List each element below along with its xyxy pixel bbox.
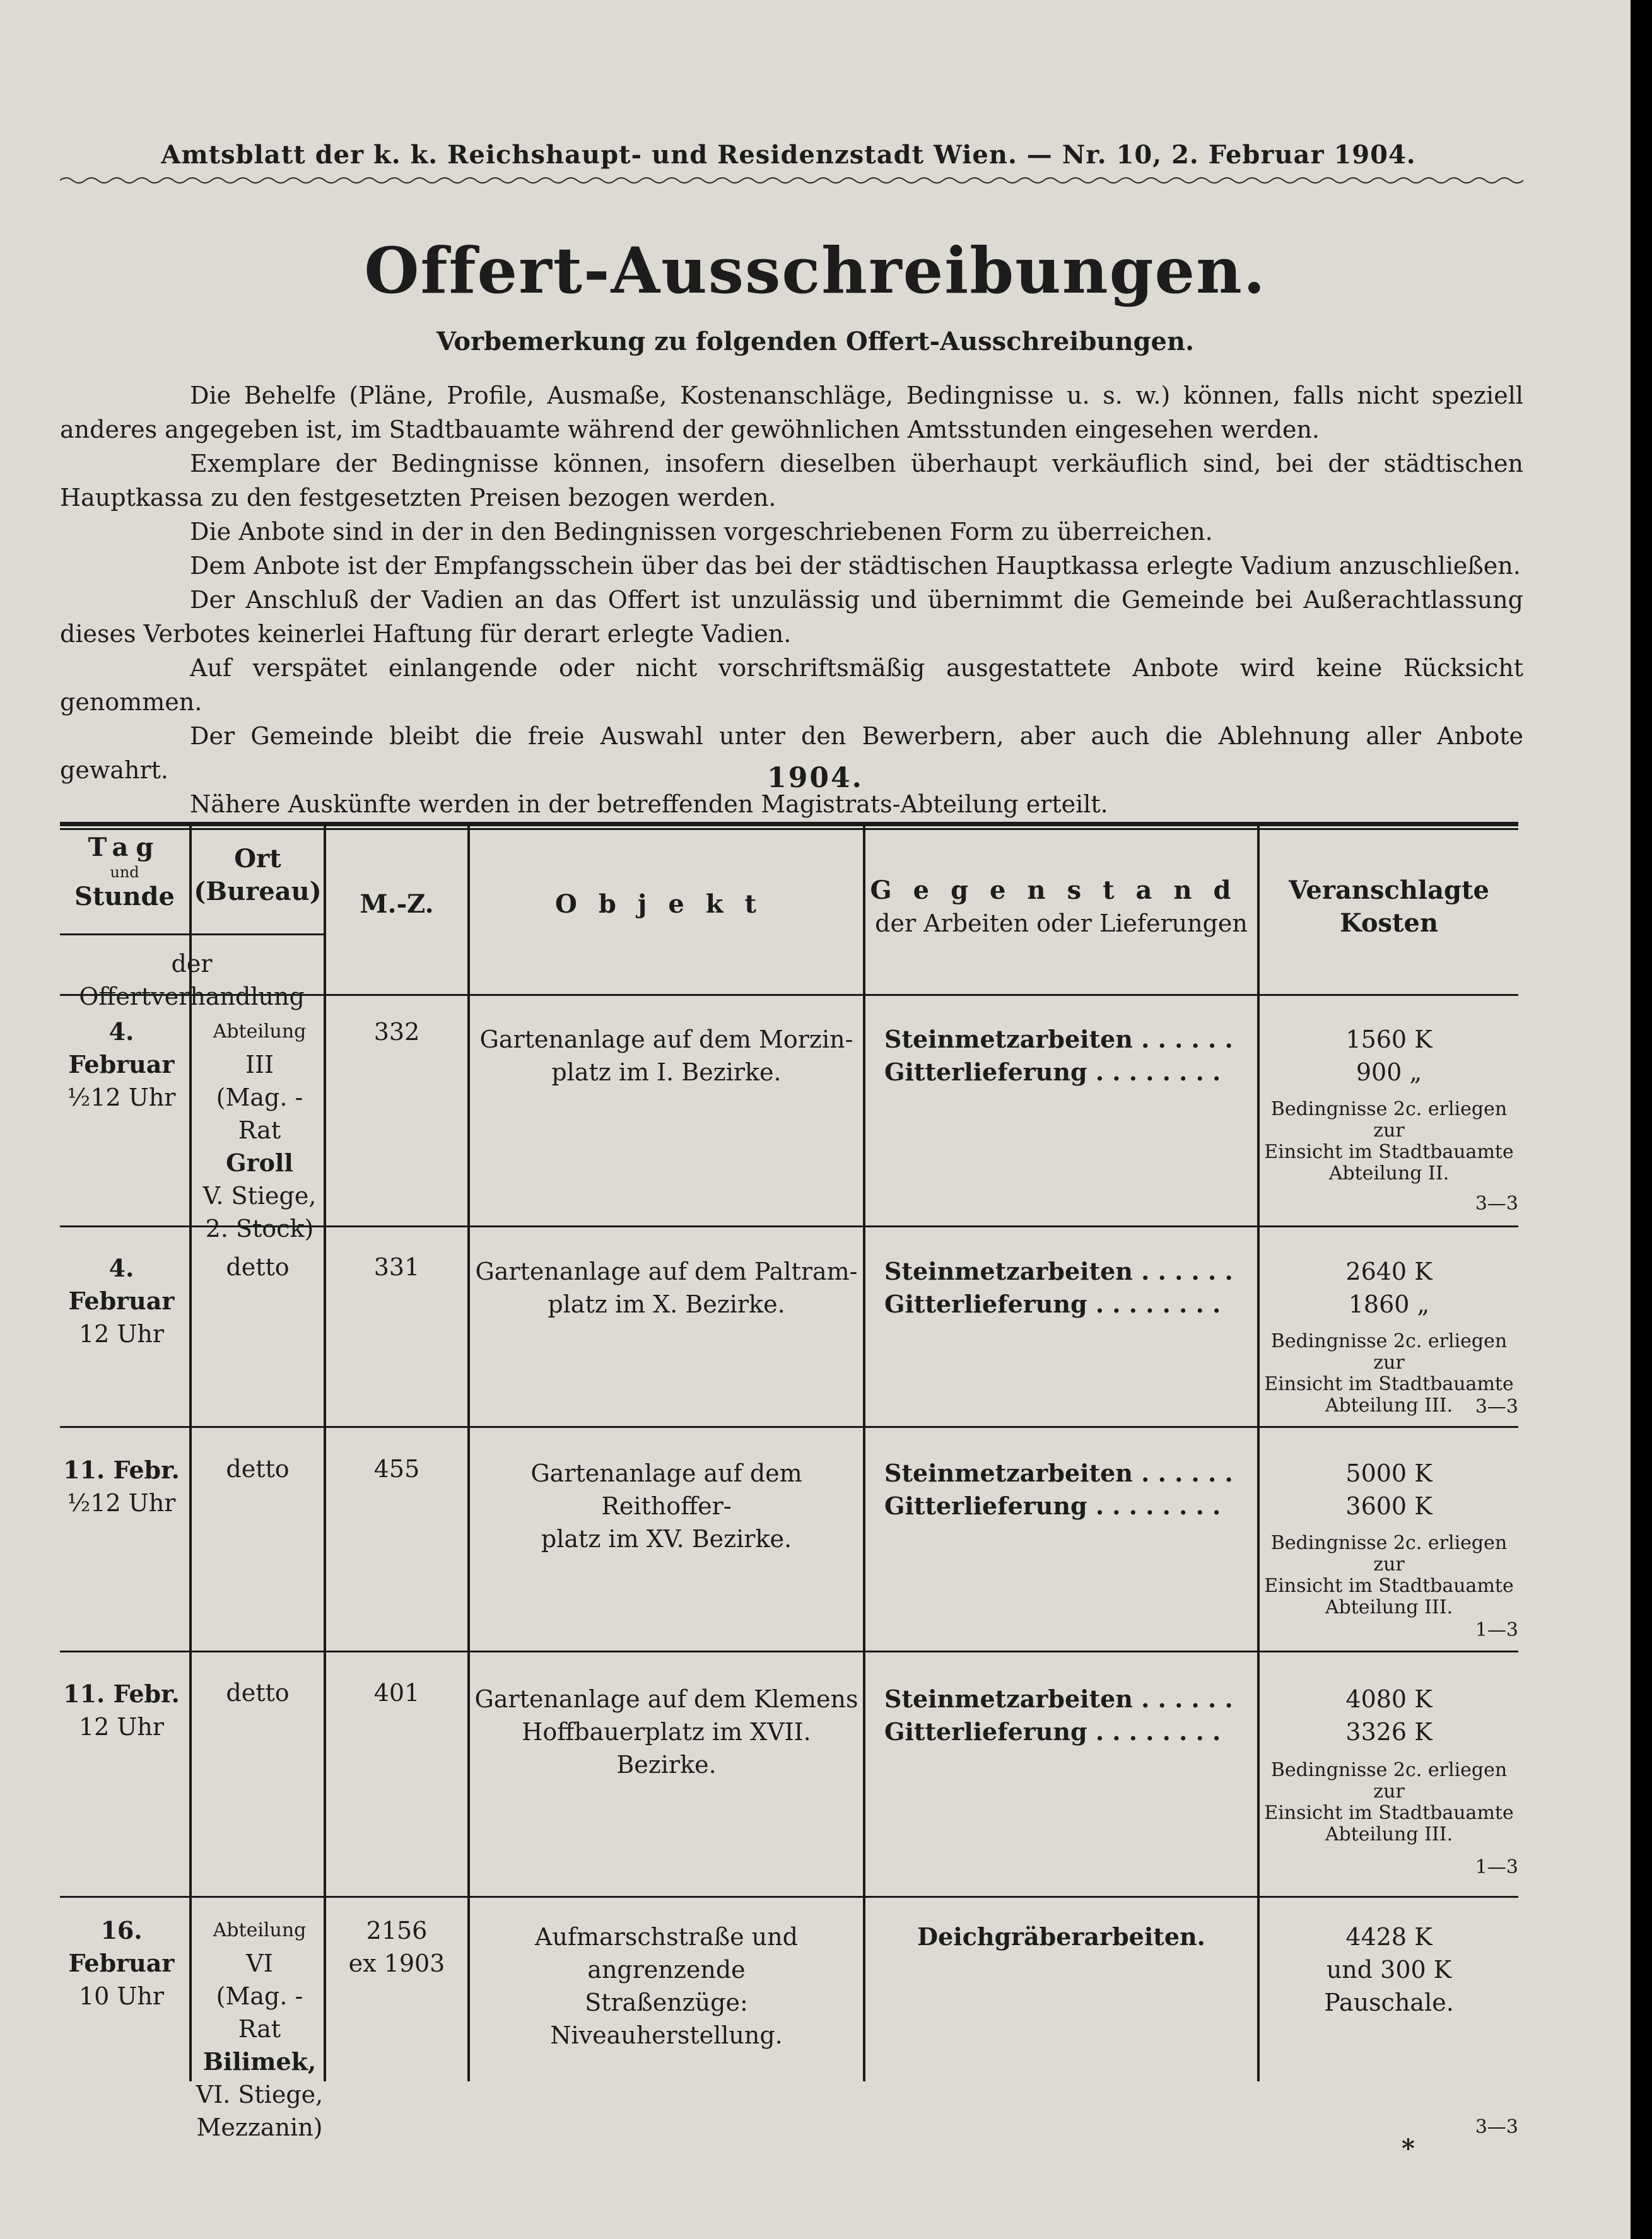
header-mz: M.-Z. [360,889,434,919]
item-line: Steinmetzarbeiten . . . . . . [884,1257,1233,1285]
footer-asterisk: * [1402,2134,1415,2163]
cost-line: 4080 K [1345,1685,1432,1713]
row-costs [1260,1457,1518,1523]
header-ort [192,843,324,908]
header-split-rule [60,933,324,935]
objekt-line: platz im XV. Bezirke. [541,1525,792,1553]
intro-paragraph: Exemplare der Bedingnisse können, insofern dieselben überhaupt verkäuflich sind, bei der städtischen Hauptkassa zu den festgesetzten Preisen bezogen werden. [60,450,1523,512]
objekt-line: platz im I. Bezirke. [551,1058,782,1086]
table-top-rule [60,822,1518,826]
row-objekt [470,1457,863,1555]
row-note [1260,1533,1518,1618]
note-line: Abteilung III. [1325,1596,1453,1618]
row-objekt [470,1255,863,1321]
row-fraction: 1—3 [1475,1619,1518,1641]
ort-line: Abteilung [213,1020,307,1043]
ort-line: (Mag. - Rat [216,1982,303,2043]
objekt-line: platz im X. Bezirke. [548,1290,785,1318]
cost-line: 1560 K [1345,1026,1432,1053]
row-divider [60,1651,1518,1652]
item-line: Steinmetzarbeiten . . . . . . [884,1685,1233,1713]
header-tag-stunde [60,831,189,913]
header-kosten-sub: Kosten [1339,908,1439,938]
item-line: Gitterlieferung . . . . . . . . [884,1492,1221,1520]
row-note [1260,1099,1518,1184]
objekt-line: Aufmarschstraße und angrenzende [535,1923,798,1984]
intro-paragraph: Die Anbote sind in der in den Bedingnissen vorgeschriebenen Form zu überreichen. [190,518,1213,546]
header-und-text: und [110,863,139,881]
intro-paragraph: Nähere Auskünfte werden in der betreffenden Magistrats-Abteilung erteilt. [190,790,1108,818]
table-year: 1904. [767,762,864,794]
time-text: ½12 Uhr [67,1084,176,1111]
row-divider [60,1896,1518,1898]
row-objekt [470,1023,863,1089]
item-line: Gitterlieferung . . . . . . . . [884,1058,1221,1086]
cost-line: 900 „ [1356,1058,1422,1086]
page-header: Amtsblatt der k. k. Reichshaupt- und Residenzstadt Wien. — Nr. 10, 2. Februar 1904. [161,140,1416,170]
row-mz: 331 [373,1253,420,1281]
date-text: 4. Februar [68,1017,175,1079]
header-stunde-text: Stunde [74,882,175,911]
intro-paragraph: Dem Anbote ist der Empfangsschein über das bei der städtischen Hauptkassa erlegte Vadium anzuschließen. [190,552,1521,580]
header-objekt: Objekt [555,889,778,919]
header-kosten [1260,874,1518,940]
note-line: Bedingnisse 2c. erliegen zur [1270,1098,1508,1142]
note-line: Bedingnisse 2c. erliegen zur [1270,1759,1508,1803]
row-costs [1260,1023,1518,1089]
table-top-rule-thin [60,828,1518,830]
note-line: Bedingnisse 2c. erliegen zur [1270,1330,1508,1374]
row-mz: 401 [373,1679,420,1707]
column-divider [1257,826,1260,2081]
ort-line: Groll [226,1149,293,1177]
intro-paragraph: Auf verspätet einlangende oder nicht vorschriftsmäßig ausgestattete Anbote wird keine Rücksicht genommen. [60,654,1523,716]
cost-line: 1860 „ [1348,1290,1430,1318]
objekt-line: Gartenanlage auf dem Morzin- [479,1026,853,1053]
date-text: 4. Februar [68,1254,175,1315]
row-ort: detto [226,1253,290,1281]
ort-line: III [245,1051,274,1079]
intro-paragraph: Der Anschluß der Vadien an das Offert ist unzulässig und übernimmt die Gemeinde bei Außerachtlassung dieses Verbotes keinerlei Haftung für derart erlegte Vadien. [60,586,1523,648]
cost-line: 2640 K [1345,1258,1432,1285]
objekt-line: Gartenanlage auf dem Reithoffer- [530,1459,802,1520]
row-date [54,1015,189,1114]
header-gegenstand-text: Gegenstand [870,875,1253,905]
row-items [884,1457,1257,1523]
ort-line: Mezzanin) [196,2113,323,2141]
row-costs [1260,1255,1518,1321]
note-line: Einsicht im Stadtbauamte [1264,1141,1514,1163]
row-date [54,1252,189,1350]
item-line: Gitterlieferung . . . . . . . . [884,1717,1221,1746]
mz-line: 2156 [366,1917,428,1944]
ort-line: Bilimek, [202,2047,317,2076]
cost-line: 3600 K [1345,1492,1432,1520]
time-text: 12 Uhr [78,1320,165,1348]
time-text: 12 Uhr [78,1713,165,1741]
row-date [54,1678,189,1743]
header-gegenstand [865,874,1257,940]
objekt-line: Gartenanlage auf dem Paltram- [475,1258,858,1285]
row-fraction: 3—3 [1475,1396,1518,1418]
row-date [54,1914,189,2013]
row-objekt [470,1920,863,2052]
mz-line: ex 1903 [348,1950,445,1977]
ort-line: 2. Stock) [205,1215,314,1242]
column-divider [467,826,470,2081]
ort-line: Abteilung [213,1919,307,1941]
header-gegenstand-sub: der Arbeiten oder Lieferungen [875,909,1248,937]
column-divider [863,826,865,2081]
date-text: 16. Februar [68,1916,175,1977]
preliminary-note-heading: Vorbemerkung zu folgenden Offert-Ausschreibungen. [436,327,1195,356]
note-line: Einsicht im Stadtbauamte [1264,1802,1514,1824]
row-ort [192,1914,327,2144]
objekt-line: Gartenanlage auf dem Klemens [474,1685,858,1713]
row-costs [1260,1683,1518,1748]
row-fraction: 1—3 [1475,1856,1518,1878]
header-kosten-text: Veranschlagte [1289,875,1489,905]
header-bureau-text: (Bureau) [194,877,322,906]
preliminary-note-text [60,378,1523,821]
cost-line: und 300 K Pauschale. [1324,1956,1454,2016]
row-mz [326,1914,467,1980]
note-line: Bedingnisse 2c. erliegen zur [1270,1532,1508,1575]
item-line: Steinmetzarbeiten . . . . . . [884,1459,1233,1487]
note-line: Abteilung III. [1325,1394,1453,1417]
row-ort [192,1015,327,1245]
row-items [884,1255,1257,1321]
intro-paragraph: Die Behelfe (Pläne, Profile, Ausmaße, Kostenanschläge, Bedingnisse u. s. w.) können, falls nicht speziell anderes angegeben ist, im Stadtbauamte während der gewöhnlichen Amtsstunden eingesehen werden. [60,382,1523,443]
ort-line: (Mag. - Rat [216,1084,303,1144]
row-date [54,1454,189,1519]
header-tag-text: Tag [88,833,161,862]
objekt-line: Straßenzüge: Niveauherstellung. [550,1989,783,2049]
row-items [884,1683,1257,1748]
page-title: Offert-Ausschreibungen. [364,233,1267,308]
item-line: Gitterlieferung . . . . . . . . [884,1290,1221,1318]
header-offertverhandlung: der Offertverhandlung [79,950,305,1010]
header-ort-text: Ort [234,844,281,874]
row-costs [1260,1920,1518,2019]
note-line: Einsicht im Stadtbauamte [1264,1373,1514,1395]
header-wavy-rule [60,175,1523,185]
ort-line: VI [246,1950,273,1977]
row-mz: 332 [373,1018,420,1046]
ort-line: V. Stiege, [202,1182,317,1210]
row-items [884,1023,1257,1089]
row-fraction: 3—3 [1475,1193,1518,1215]
note-line: Abteilung III. [1325,1823,1453,1845]
row-divider [60,1426,1518,1428]
note-line: Abteilung II. [1328,1162,1450,1184]
row-fraction: 3—3 [1475,2116,1518,2138]
time-text: ½12 Uhr [67,1489,176,1517]
note-line: Einsicht im Stadtbauamte [1264,1575,1514,1597]
intro-paragraph: Der Gemeinde bleibt die freie Auswahl unter den Bewerbern, aber auch die Ablehnung aller Anbote gewahrt. [60,722,1523,784]
item-line: Steinmetzarbeiten . . . . . . [884,1025,1233,1053]
time-text: 10 Uhr [78,1982,165,2010]
cost-line: 4428 K [1345,1923,1432,1951]
row-ort: detto [226,1455,290,1483]
objekt-line: Hoffbauerplatz im XVII. Bezirke. [522,1718,811,1779]
row-items: Deichgräberarbeiten. [917,1922,1205,1951]
cost-line: 3326 K [1345,1718,1432,1746]
ort-line: VI. Stiege, [196,2081,324,2108]
row-note [1260,1760,1518,1845]
row-ort: detto [226,1679,290,1707]
row-objekt [470,1683,863,1781]
date-text: 11. Febr. [63,1680,180,1708]
date-text: 11. Febr. [63,1456,180,1484]
row-mz: 455 [373,1455,420,1483]
cost-line: 5000 K [1345,1459,1432,1487]
